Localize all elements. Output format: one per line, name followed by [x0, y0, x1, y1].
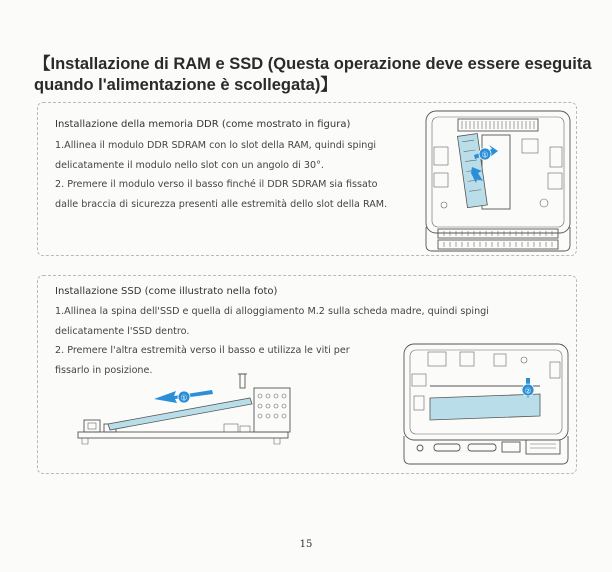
ram-heading: Installazione della memoria DDR (come mostrato in figura): [55, 119, 351, 130]
page-number: 15: [299, 539, 313, 550]
ram-step-1-badge: ①: [481, 150, 489, 160]
page-title: 【Installazione di RAM e SSD (Questa operazione deve essere eseguita quando l'alimentazione è scollegata)】: [34, 55, 592, 94]
ram-installation-illustration: [422, 107, 574, 253]
ssd-step-2-badge: ②: [524, 386, 532, 396]
ssd-step-1-badge: ①: [180, 393, 188, 403]
ssd-step-1: 1.Allinea la spina dell'SSD e quella di alloggiamento M.2 sulla scheda madre, quindi spingi delicatamente l'SSD dentro.: [55, 306, 489, 337]
ram-step-1: 1.Allinea il modulo DDR SDRAM con lo slot della RAM, quindi spingi delicatamente il modulo nello slot con un angolo di 30°.: [55, 140, 377, 171]
ram-installation-section: [37, 102, 577, 256]
ssd-top-view-illustration: [400, 340, 572, 468]
ssd-step-2: 2. Premere l'altra estremità verso il basso e utilizza le viti per fissarlo in posizione.: [55, 345, 350, 376]
ssd-installation-section: [37, 275, 577, 474]
ram-step-2: 2. Premere il modulo verso il basso finché il DDR SDRAM sia fissato dalle braccia di sicurezza presenti alle estremità dello slot della RAM.: [55, 179, 388, 210]
ssd-heading: Installazione SSD (come illustrato nella foto): [55, 286, 278, 297]
ssd-side-view-illustration: [74, 368, 296, 454]
